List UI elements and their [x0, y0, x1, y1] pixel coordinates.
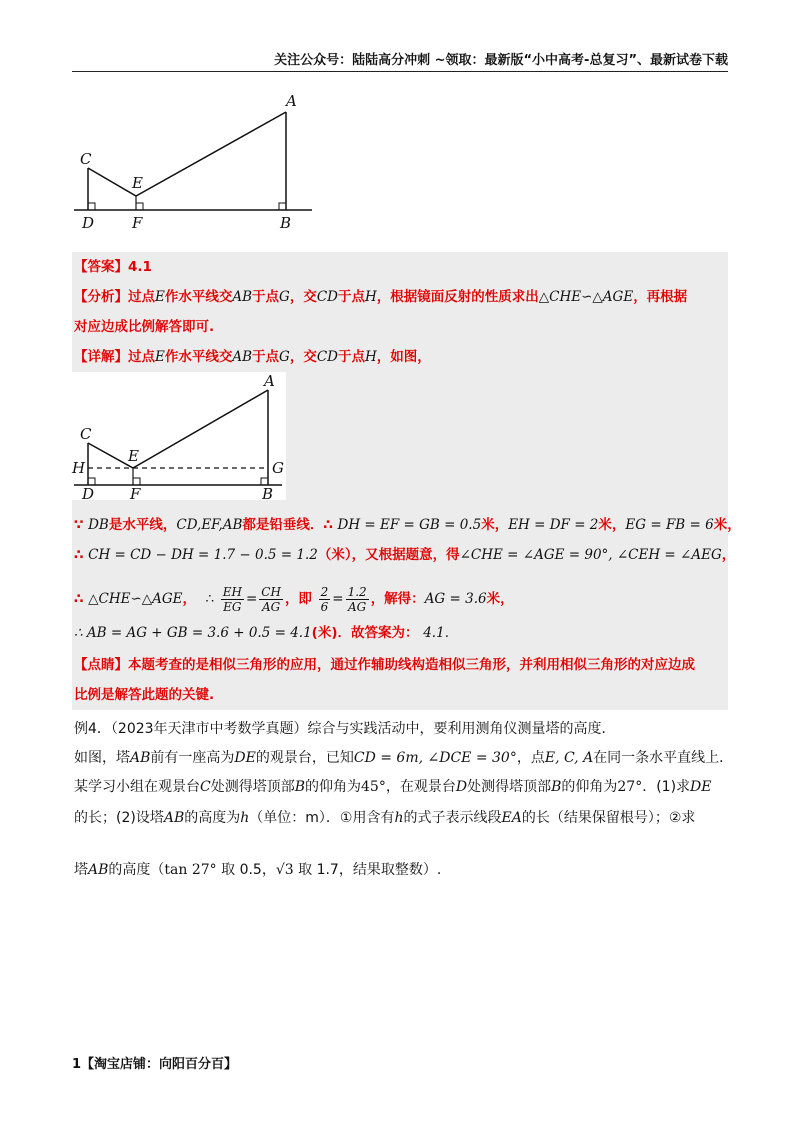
header-divider [72, 71, 728, 72]
fig2-label-c: C [80, 425, 92, 443]
example-line-5: 塔AB的高度（tan 27° 取 0.5，√3 取 1.7，结果取整数）. [74, 862, 442, 878]
example-line-3: 某学习小组在观景台C处测得塔顶部B的仰角为45°，在观景台D处测得塔顶部B的仰角为27°．(1)求DE [74, 779, 712, 795]
fig2-label-d: D [82, 485, 95, 500]
fig1-label-a: A [286, 92, 297, 110]
comment-line-1: 【点睛】本题考查的是相似三角形的应用，通过作辅助线构造相似三角形，并利用相似三角形的对应边成 [74, 657, 695, 673]
fraction-12-ag: $\frac{1.2}{AG}$ [347, 584, 367, 614]
fig2-label-a: A [264, 372, 275, 390]
fraction-ch-ag: $\frac{CH}{AG}$ [261, 584, 281, 614]
fig1-label-c: C [80, 150, 92, 168]
fig2-label-f: F [130, 485, 141, 500]
answer-line: 【答案】4.1 [74, 259, 152, 275]
page-header: 关注公众号：陆陆高分冲刺 ~领取：最新版“小中高考-总复习”、最新试卷下载 [274, 53, 728, 68]
fig2-label-g: G [272, 459, 284, 477]
detail-line-1: 【详解】过点E作水平线交AB于点G，交CD于点H，如图， [74, 349, 431, 365]
detail-line-4: ∴ △CHE∽△AGE， ∴ $\frac{EH}{EG}$ = $\frac{CH}{AG}$ ，即 $\frac{2}{6}$ = $\frac{1.2}{AG}$ ，解得：AG = 3.6米， [74, 584, 514, 614]
detail-line-3: ∴ CH = CD − DH = 1.7 − 0.5 = 1.2（米），又根据题意，得∠CHE = ∠AGE = 90°, ∠CEH = ∠AEG， [74, 547, 736, 563]
detail-line-2: ∵ DB是水平线，CD,EF,AB都是铅垂线．∴ DH = EF = GB = 0.5米，EH = DF = 2米，EG = FB = 6米， [74, 517, 741, 533]
analysis-line-1: 【分析】过点E作水平线交AB于点G，交CD于点H，根据镜面反射的性质求出△CHE∽△AGE，再根据 [74, 289, 688, 305]
fig1-label-b: B [280, 214, 292, 232]
detail-line-5: ∴ AB = AG + GB = 3.6 + 0.5 = 4.1(米)．故答案为： 4.1. [74, 625, 449, 641]
page-footer: 1【淘宝店铺：向阳百分百】 [72, 1057, 238, 1072]
example-line-4: 的长；(2)设塔AB的高度为h（单位：m）．①用含有h的式子表示线段EA的长（结果保留根号）；②求 [74, 810, 696, 826]
fig2-label-h: H [72, 459, 86, 477]
fig1-label-d: D [82, 214, 95, 232]
fig2-label-b: B [262, 485, 274, 500]
comment-line-2: 比例是解答此题的关键. [74, 687, 215, 703]
figure-2 [70, 372, 286, 500]
figure-1 [70, 92, 320, 232]
example-line-1: 例4．（2023年天津市中考数学真题）综合与实践活动中，要利用测角仪测量塔的高度． [74, 721, 616, 737]
example-line-2: 如图，塔AB前有一座高为DE的观景台，已知CD = 6m, ∠DCE = 30°，点E, C, A在同一条水平直线上． [74, 750, 734, 766]
fraction-2-6: $\frac{2}{6}$ [320, 584, 329, 614]
fraction-eh-eg: $\frac{EH}{EG}$ [222, 584, 242, 614]
fig1-label-f: F [132, 214, 143, 232]
analysis-line-2: 对应边成比例解答即可. [74, 319, 215, 335]
fig1-label-e: E [132, 174, 143, 192]
fig2-label-e: E [128, 447, 139, 465]
